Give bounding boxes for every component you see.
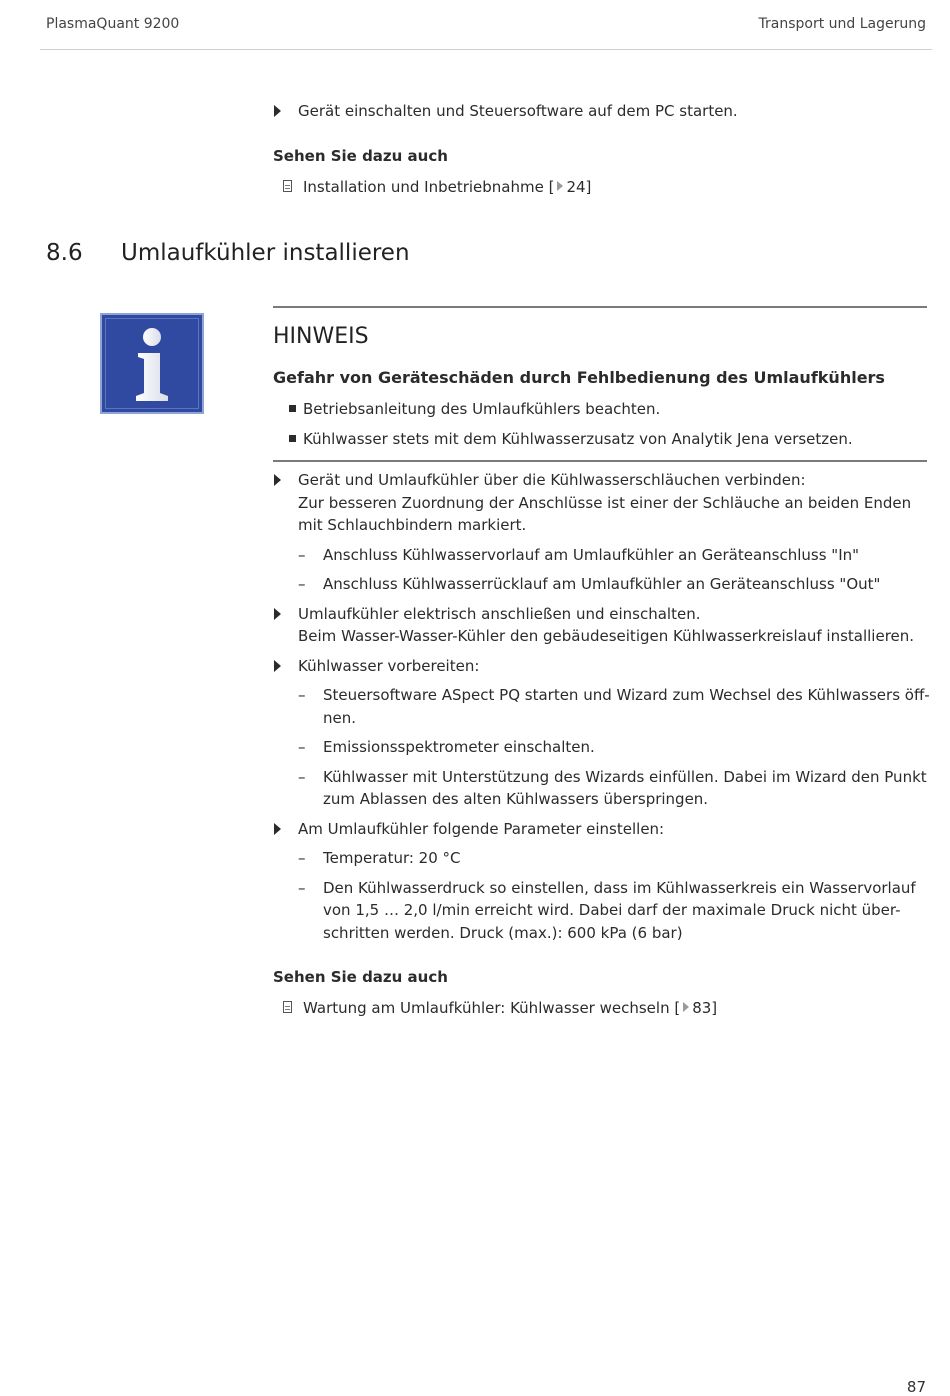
page-ref-arrow-icon <box>557 181 563 191</box>
notice-top-rule <box>273 306 927 308</box>
sub-step-item: – Den Kühlwasserdruck so einstellen, dass im Kühlwasserkreis ein Wasservorlauf von 1,5 … 2,0 l/min erreicht wird. Dabei darf der maximale Druck nicht über-schritten werden. Druck (max.): 600 kPa (6 bar) <box>298 878 916 942</box>
info-icon <box>100 313 204 414</box>
step-item: Am Umlaufkühler folgende Parameter einstellen: <box>273 818 933 841</box>
dash-bullet: – <box>298 545 306 564</box>
see-also-block-2 <box>273 966 933 1019</box>
sub-step-item: – Emissionsspektrometer einschalten. <box>273 736 933 759</box>
steps-block <box>273 469 933 944</box>
link-text[interactable]: Wartung am Umlaufkühler: Kühlwasser wechseln [ <box>303 998 681 1017</box>
header-chapter-title: Transport und Lagerung <box>758 16 926 32</box>
notice-subtitle: Gefahr von Geräteschäden durch Fehlbedienung des Umlaufkühlers <box>273 368 885 387</box>
dash-bullet: – <box>298 767 306 786</box>
sub-step-item: – Anschluss Kühlwasservorlauf am Umlaufkühler an Geräteanschluss "In" <box>273 544 933 567</box>
notice-title: HINWEIS <box>273 324 369 349</box>
step-text: Gerät einschalten und Steuersoftware auf dem PC starten. <box>298 102 738 120</box>
document-icon <box>283 180 292 192</box>
dash-bullet: – <box>298 738 306 756</box>
section-number: 8.6 <box>46 240 83 266</box>
step-item: Umlaufkühler elektrisch anschließen und einschalten. Beim Wasser-Wasser-Kühler den gebäudeseitigen Kühlwasserkreislauf installieren. <box>273 603 933 648</box>
sub-step-item: – Steuersoftware ASpect PQ starten und Wizard zum Wechsel des Kühlwassers öff-nen. <box>298 686 930 727</box>
link-page[interactable]: 83] <box>692 998 718 1017</box>
sub-step-item: – Anschluss Kühlwasserrücklauf am Umlaufkühler an Geräteanschluss "Out" <box>273 573 933 596</box>
step-item: Kühlwasser vorbereiten: <box>273 655 933 678</box>
section-title: Umlaufkühler installieren <box>121 240 410 266</box>
step-item: Gerät und Umlaufkühler über die Kühlwasserschläuchen verbinden: Zur besseren Zuordnung der Anschlüsse ist einer der Schläuche an beiden Enden mit Schlauchbindern markiert. <box>273 469 933 537</box>
link-page[interactable]: 24] <box>566 177 592 196</box>
see-also-link-maintenance[interactable] <box>273 997 933 1020</box>
dash-bullet: – <box>298 575 306 593</box>
see-also-link-installation[interactable] <box>273 176 933 199</box>
document-icon <box>283 1001 292 1013</box>
see-also-title: Sehen Sie dazu auch <box>273 968 448 986</box>
header-product-name: PlasmaQuant 9200 <box>46 16 180 32</box>
dash-bullet: – <box>298 849 306 867</box>
notice-bottom-rule <box>273 460 927 462</box>
notice-item: Betriebsanleitung des Umlaufkühlers beachten. <box>273 398 933 421</box>
see-also-title: Sehen Sie dazu auch <box>273 147 448 165</box>
notice-item: Kühlwasser stets mit dem Kühlwasserzusatz von Analytik Jena versetzen. <box>273 428 933 451</box>
square-bullet-icon <box>289 405 296 412</box>
step-triangle-icon <box>274 660 281 672</box>
header-divider <box>40 49 932 50</box>
sub-step-item: – Kühlwasser mit Unterstützung des Wizards einfüllen. Dabei im Wizard den Punkt zum Ablassen des alten Kühlwassers überspringen. <box>298 767 927 808</box>
page-number: 87 <box>906 1378 926 1396</box>
step-triangle-icon <box>274 608 281 620</box>
square-bullet-icon <box>289 435 296 442</box>
top-step-block <box>273 100 933 123</box>
step-triangle-icon <box>274 823 281 835</box>
dash-bullet: – <box>298 686 306 704</box>
section-heading <box>46 240 410 266</box>
notice-items <box>273 398 933 450</box>
page-ref-arrow-icon <box>683 1002 689 1012</box>
step-triangle-icon <box>274 474 281 486</box>
dash-bullet: – <box>298 878 306 897</box>
step-item <box>273 100 933 123</box>
see-also-block-1 <box>273 145 933 198</box>
link-text[interactable]: Installation und Inbetriebnahme [ <box>303 177 555 196</box>
step-triangle-icon <box>274 105 281 117</box>
sub-step-item: – Temperatur: 20 °C <box>273 847 933 870</box>
